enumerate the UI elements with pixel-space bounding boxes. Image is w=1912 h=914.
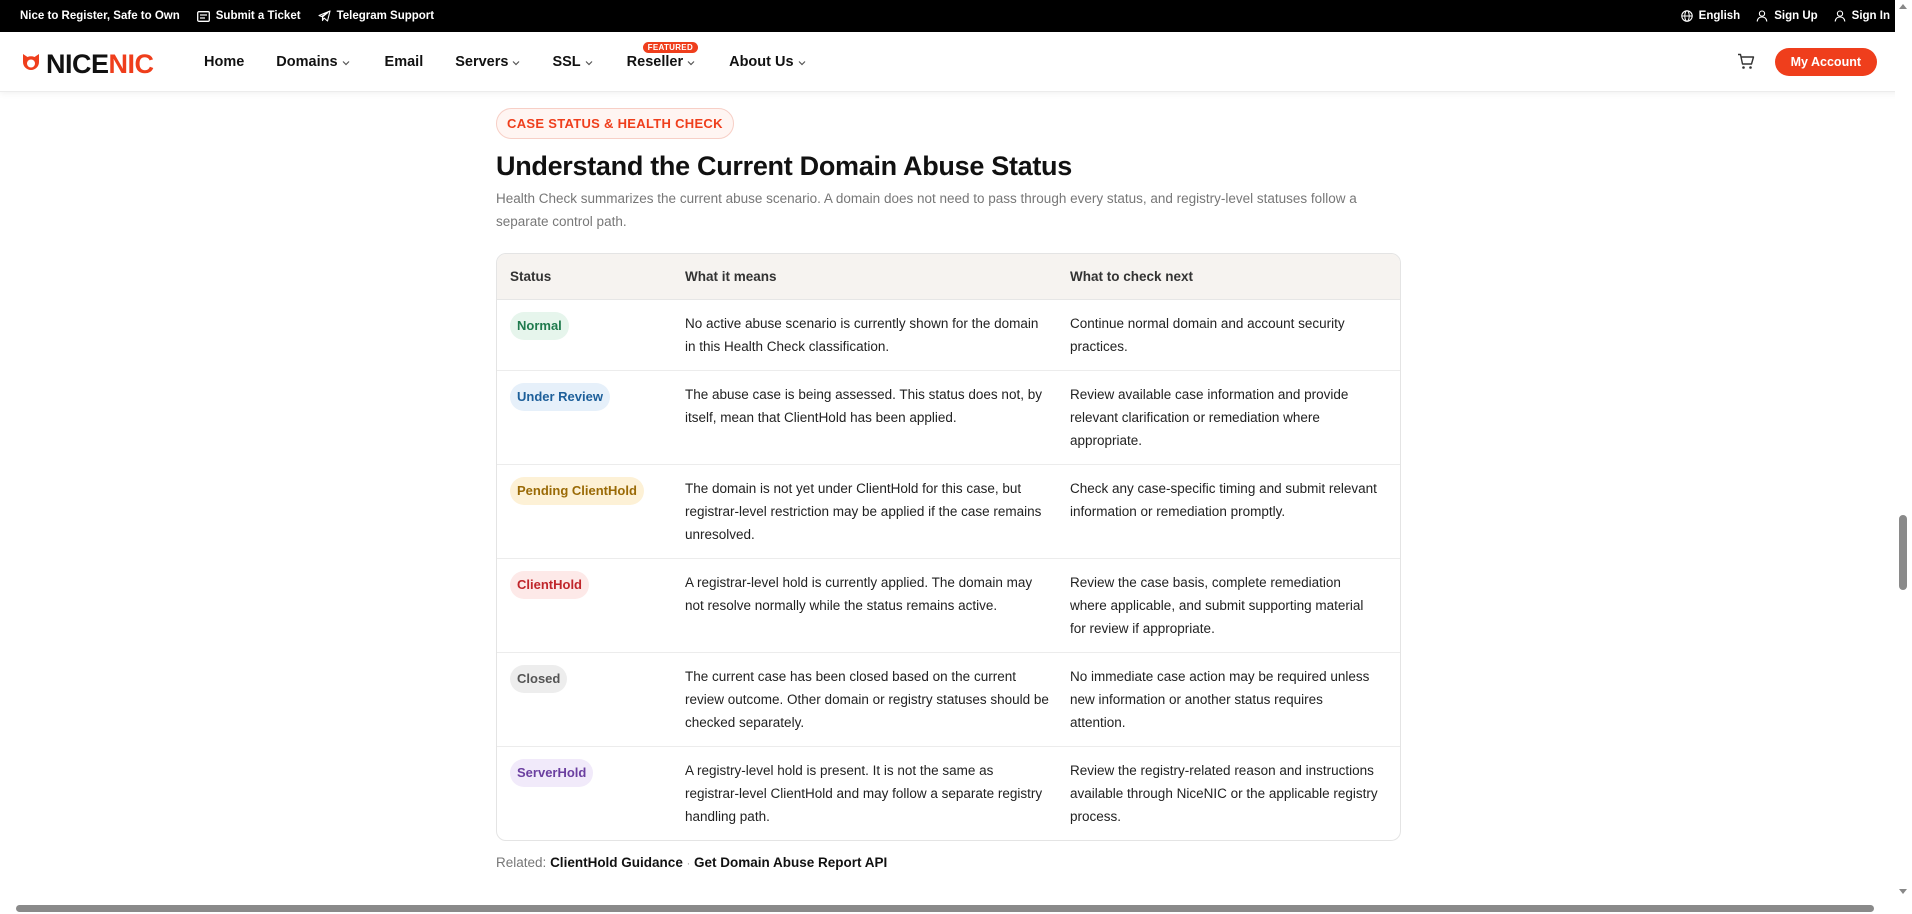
chevron-down-icon [342,58,350,68]
telegram-icon [318,10,331,22]
table-row [497,300,1400,371]
cart-icon [1737,53,1755,70]
vertical-scroll-thumb[interactable] [1899,515,1907,590]
chevron-down-icon [687,58,695,68]
nav-item-about-us[interactable] [729,54,805,70]
status-cell [497,465,685,558]
chevron-down-icon [512,58,520,68]
submit-ticket-link[interactable] [197,10,301,22]
meaning-cell: The abuse case is being assessed. This status does not, by itself, mean that ClientHold has been applied. [685,387,1042,425]
meaning-cell: No active abuse scenario is currently shown for the domain in this Health Check classification. [685,316,1039,354]
table-row [497,465,1400,559]
main-nav [0,32,1912,92]
status-badge: ServerHold [510,759,593,787]
nav-item-email[interactable] [385,54,424,70]
next-step-cell: Continue normal domain and account security practices. [1070,316,1345,354]
status-badge: Normal [510,312,569,340]
section-subtitle: Health Check summarizes the current abuse scenario. A domain does not need to pass through every status, and registry-level statuses follow a separate control path. [496,191,1357,229]
sign-up-link[interactable] [1756,10,1817,22]
submit-ticket-label: Submit a Ticket [215,10,301,22]
abuse-report-api-link[interactable]: Get Domain Abuse Report API [694,855,888,870]
related-separator: · [686,858,691,870]
status-badge: Pending ClientHold [510,477,644,505]
sign-in-link[interactable] [1834,10,1890,22]
status-cell [497,371,685,464]
nav-item-label: SSL [552,54,581,70]
status-table [496,253,1401,841]
horizontal-scrollbar[interactable] [0,902,1895,914]
header-meaning: What it means [685,269,777,284]
status-cell [497,747,685,840]
header-next: What to check next [1070,269,1194,284]
top-bar [0,0,1912,32]
meaning-cell: A registrar-level hold is currently applied. The domain may not resolve normally while the status remains active. [685,575,1033,613]
language-label: English [1698,10,1741,22]
logo-text-nice: NICE [46,49,109,79]
featured-badge: FEATURED [643,42,698,53]
table-row [497,653,1400,747]
status-cell [497,300,685,370]
meaning-cell: The domain is not yet under ClientHold for this case, but registrar-level restriction may be applied if the case remains unresolved. [685,481,1042,542]
telegram-support-link[interactable] [318,10,435,22]
nav-item-label: Reseller [626,54,684,70]
telegram-support-label: Telegram Support [336,10,435,22]
my-account-button[interactable]: My Account [1775,48,1877,76]
related-links [496,855,1401,870]
sign-in-label: Sign In [1851,10,1890,22]
chevron-down-icon [585,58,593,68]
nicenic-logo[interactable] [19,50,154,78]
nav-item-reseller[interactable] [626,43,695,70]
meaning-cell: The current case has been closed based on the current review outcome. Other domain or registry statuses should be checked separately. [685,669,1049,730]
ticket-icon [197,11,210,22]
logo-cat-icon [19,50,43,79]
nav-item-label: Domains [276,54,338,70]
status-badge: Closed [510,665,567,693]
scroll-up-arrow[interactable] [1899,4,1907,9]
next-step-cell: Review available case information and provide relevant clarification or remediation where appropriate. [1070,387,1349,448]
chevron-down-icon [798,58,806,68]
table-row [497,371,1400,465]
nav-item-ssl[interactable] [552,54,592,70]
nav-item-home[interactable] [204,54,244,70]
nav-item-label: Servers [455,54,509,70]
nav-item-servers[interactable] [455,54,520,70]
meaning-cell: A registry-level hold is present. It is not the same as registrar-level ClientHold and may follow a separate registry handling path. [685,763,1043,824]
globe-icon [1681,10,1693,22]
status-cell [497,653,685,746]
scroll-down-arrow[interactable] [1899,889,1907,894]
tagline: Nice to Register, Safe to Own [20,10,180,22]
table-header [497,254,1400,300]
next-step-cell: Review the case basis, complete remediation where applicable, and submit supporting material for review if appropriate. [1070,575,1364,636]
cart-button[interactable] [1737,53,1755,75]
table-row [497,747,1400,840]
table-body [497,300,1400,840]
next-step-cell: No immediate case action may be required unless new information or another status requires attention. [1070,669,1370,730]
status-badge: Under Review [510,383,610,411]
nav-item-label: Email [384,54,424,70]
section-label: CASE STATUS & HEALTH CHECK [496,108,734,139]
nav-item-domains[interactable] [276,54,349,70]
abuse-status-section [496,108,1401,870]
nav-menu [204,32,806,92]
section-title: Understand the Current Domain Abuse Status [496,151,1072,181]
next-step-cell: Check any case-specific timing and submit relevant information or remediation promptly. [1070,481,1377,519]
nav-item-label: Home [204,54,245,70]
header-status: Status [510,269,552,284]
table-row [497,559,1400,653]
nav-item-label: About Us [729,54,794,70]
clienthold-guidance-link[interactable]: ClientHold Guidance [550,855,683,870]
user-icon [1756,10,1768,22]
logo-text-nic: NIC [108,49,154,79]
sign-up-label: Sign Up [1774,10,1818,22]
language-selector[interactable] [1681,10,1741,22]
vertical-scrollbar[interactable] [1895,0,1912,914]
status-badge: ClientHold [510,571,589,599]
next-step-cell: Review the registry-related reason and instructions available through NiceNIC or the applicable registry process. [1070,763,1378,824]
user-icon [1834,10,1846,22]
related-label: Related: [496,855,547,870]
horizontal-scroll-thumb[interactable] [16,905,1874,912]
status-cell [497,559,685,652]
